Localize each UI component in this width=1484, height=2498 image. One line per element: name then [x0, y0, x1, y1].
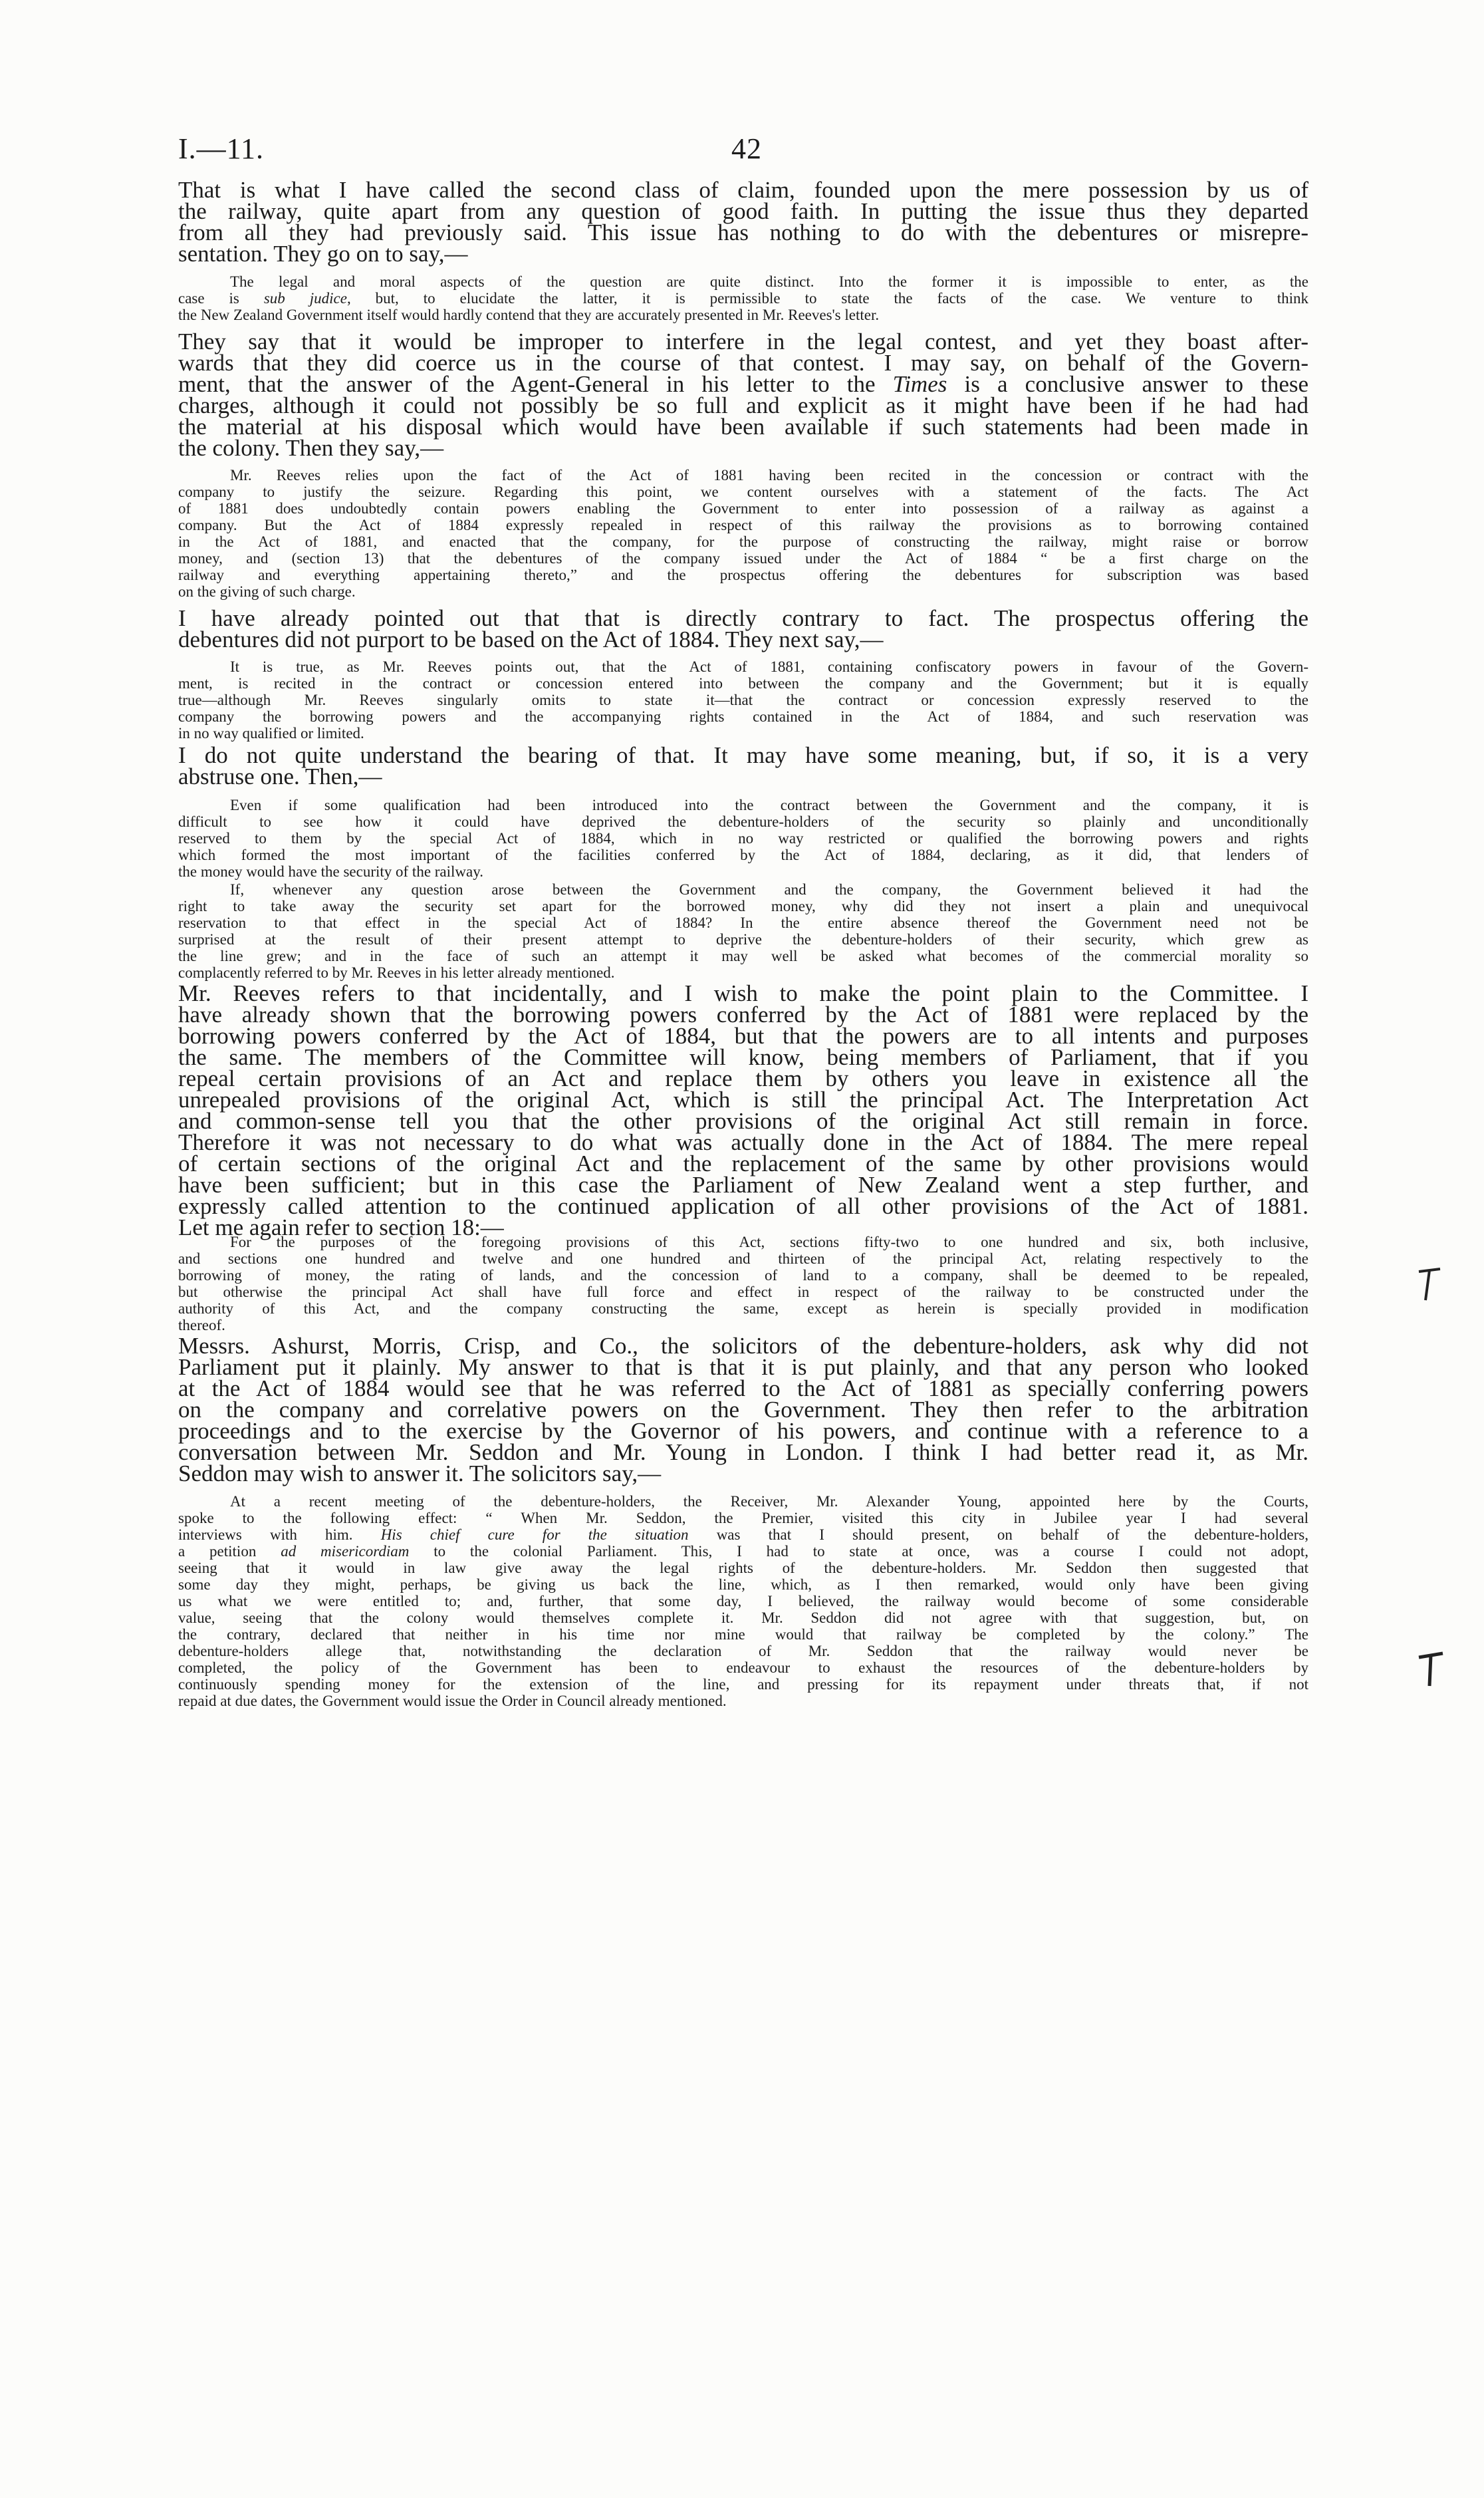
text-line: in no way qualified or limited. [178, 725, 364, 742]
quote-5 [178, 1234, 1308, 1333]
quote-4a [178, 797, 1308, 880]
text-line: continuously spending money for the extension of the line, and pressing for its repayment under threats that, if not [178, 1676, 1308, 1693]
text-line: completed, the policy of the Government has been to endeavour to exhaust the resources of the debenture-holders by [178, 1659, 1308, 1676]
text-line: on the giving of such charge. [178, 583, 356, 600]
text-line: of certain sections of the original Act and the replacement of the same by other provisions would [178, 1151, 1308, 1177]
quote-1 [178, 273, 1308, 323]
paragraph-4 [178, 742, 1308, 789]
text-line: reservation to that effect in the special Act of 1884? In the entire absence thereof the Government need not be [178, 914, 1308, 931]
paragraph-3 [178, 605, 1308, 652]
text-line: proceedings and to the exercise by the Governor of his powers, and continue with a reference to a [178, 1418, 1308, 1444]
text-line: It is true, as Mr. Reeves points out, that the Act of 1881, containing confiscatory powers in favour of the Govern- [230, 658, 1308, 675]
text-line: Parliament put it plainly. My answer to that is that it is put plainly, and that any person who looked [178, 1354, 1308, 1380]
text-line: Seddon may wish to answer it. The solicitors say,— [178, 1460, 662, 1486]
text-line: Therefore it was not necessary to do what was actually done in the Act of 1884. The mere repeal [178, 1129, 1308, 1155]
text-line: ment, is recited in the contract or concession entered into between the company and the Government; but it is equally [178, 675, 1308, 692]
text-line: repeal certain provisions of an Act and replace them by others you leave in existence all the [178, 1065, 1308, 1091]
text-line: difficult to see how it could have deprived the debenture-holders of the security so plainly and unconditionally [178, 813, 1308, 830]
text-line: debenture-holders allege that, notwithstanding the declaration of Mr. Seddon that the railway would never be [178, 1643, 1308, 1659]
text-line: complacently referred to by Mr. Reeves in his letter already mentioned. [178, 964, 615, 981]
text-line: repaid at due dates, the Government would issue the Order in Council already mentioned. [178, 1693, 727, 1709]
text-line: spoke to the following effect: “ When Mr. Seddon, the Premier, visited this city in Jubilee year I had several [178, 1510, 1308, 1526]
text-line: At a recent meeting of the debenture-holders, the Receiver, Mr. Alexander Young, appointed here by the Courts, [230, 1493, 1308, 1510]
text-line: company to justify the seizure. Regarding this point, we content ourselves with a statement of the facts. The Act [178, 484, 1308, 500]
text-line: surprised at the result of their present attempt to deprive the debenture-holders of their security, which grew as [178, 931, 1308, 948]
text-line: money, and (section 13) that the debentures of the company issued under the Act of 1884 “ be a first charge on the [178, 550, 1308, 567]
text-line: the colony. Then they say,— [178, 435, 444, 461]
text-line: have already shown that the borrowing powers conferred by the Act of 1881 were replaced by the [178, 1002, 1308, 1028]
text-line: the line grew; and in the face of such an attempt it may well be asked what becomes of the commercial morality so [178, 948, 1308, 964]
text-line: right to take away the security set apart for the borrowed money, why did they not insert a plain and unequivocal [178, 898, 1308, 914]
margin-mark-icon [1416, 1649, 1445, 1689]
text-line: Mr. Reeves relies upon the fact of the Act of 1881 having been recited in the concession or contract with the [230, 467, 1308, 484]
text-line: of 1881 does undoubtedly contain powers enabling the Government to enter into possession of a railway as against a [178, 500, 1308, 517]
page-number: 42 [731, 132, 762, 165]
paragraph-6 [178, 1335, 1308, 1484]
text-line: and common-sense tell you that the other provisions of the original Act still remain in force. [178, 1108, 1308, 1134]
text-line: the railway, quite apart from any question of good faith. In putting the issue thus they departed [178, 198, 1308, 224]
text-line: unrepealed provisions of the original Act, which is still the principal Act. The Interpretation Act [178, 1087, 1308, 1113]
text-line: true—although Mr. Reeves singularly omits to state it—that the contract or concession expressly reserved to the [178, 692, 1308, 708]
quote-6 [178, 1493, 1308, 1709]
text-line: case is sub judice, but, to elucidate the latter, it is permissible to state the facts of the case. We venture to think [178, 290, 1309, 307]
text-line: Mr. Reeves refers to that incidentally, and I wish to make the point plain to the Committee. I [178, 980, 1308, 1006]
text-line: on the company and correlative powers on the Government. They then refer to the arbitration [178, 1397, 1308, 1423]
text-line: I have already pointed out that that is directly contrary to fact. The prospectus offering the [178, 605, 1308, 631]
text-line: company the borrowing powers and the accompanying rights contained in the Act of 1884, and such reservation was [178, 708, 1308, 725]
text-line: value, seeing that the colony would themselves complete it. Mr. Seddon did not agree with that suggestion, but, on [178, 1609, 1308, 1626]
text-line: debentures did not purport to be based on the Act of 1884. They next say,— [178, 626, 884, 652]
paragraph-5 [178, 980, 1308, 1240]
margin-mark-icon [1416, 1264, 1443, 1304]
text-line: us what we were entitled to; and, further, that some day, I believed, the railway would become of some considerable [178, 1593, 1308, 1609]
text-line: wards that they did coerce us in the course of that contest. I may say, on behalf of the Govern- [178, 350, 1308, 376]
quote-2 [178, 467, 1308, 600]
paragraph-1 [178, 177, 1308, 267]
text-line: railway and everything appertaining thereto,” and the prospectus offering the debentures for subscription was based [178, 567, 1308, 583]
text-line: For the purposes of the foregoing provisions of this Act, sections fifty-two to one hundred and six, both inclusive, [230, 1234, 1308, 1250]
text-line: borrowing powers conferred by the Act of 1884, but that the powers are to all intents and purposes [178, 1023, 1308, 1049]
text-line: thereof. [178, 1317, 225, 1333]
text-line: have been sufficient; but in this case the Parliament of New Zealand went a step further, and [178, 1172, 1308, 1198]
text-line: the contrary, declared that neither in his time nor mine would that railway be completed by the colony.” The [178, 1626, 1308, 1643]
text-line: seeing that it would in law give away the legal rights of the debenture-holders. Mr. Seddon then suggested that [178, 1560, 1308, 1576]
text-line: interviews with him. His chief cure for the situation was that I should present, on behalf of the debenture-holders, [178, 1526, 1308, 1543]
text-line: company. But the Act of 1884 expressly repealed in respect of this railway the provisions as to borrowing contained [178, 517, 1308, 533]
text-line: the material at his disposal which would have been available if such statements had been made in [178, 414, 1308, 440]
text-line: Messrs. Ashurst, Morris, Crisp, and Co., the solicitors of the debenture-holders, ask why did not [178, 1333, 1308, 1359]
text-line: the money would have the security of the railway. [178, 863, 484, 880]
text-line: the New Zealand Government itself would hardly contend that they are accurately presented in Mr. Reeves's letter. [178, 307, 880, 323]
text-line: some day they might, perhaps, be giving us back the line, which, as I then remarked, would only have been giving [178, 1576, 1308, 1593]
quote-3 [178, 658, 1308, 742]
text-line: abstruse one. Then,— [178, 763, 382, 789]
text-line: reserved to them by the special Act of 1884, which in no way restricted or qualified the borrowing powers and rights [178, 830, 1308, 847]
page-reference: I.—11. [178, 132, 265, 165]
paragraph-2 [178, 331, 1308, 459]
text-line: The legal and moral aspects of the question are quite distinct. Into the former it is impossible to enter, as the [230, 273, 1308, 290]
text-line: from all they had previously said. This issue has nothing to do with the debentures or misrepre- [178, 219, 1308, 245]
text-line: a petition ad misericordiam to the colonial Parliament. This, I had to state at once, was a course I could not adopt, [178, 1543, 1308, 1560]
text-line: Let me again refer to section 18:— [178, 1214, 504, 1240]
text-line: but otherwise the principal Act shall have full force and effect in respect of the railway to be constructed under the [178, 1284, 1308, 1300]
text-line: which formed the most important of the facilities conferred by the Act of 1884, declaring, as it did, that lenders of [178, 847, 1308, 863]
text-line: expressly called attention to the continued application of all other provisions of the Act of 1881. [178, 1193, 1308, 1219]
text-line: I do not quite understand the bearing of that. It may have some meaning, but, if so, it is a very [178, 742, 1308, 768]
text-line: authority of this Act, and the company constructing the same, except as herein is specially provided in modification [178, 1300, 1308, 1317]
text-line: and sections one hundred and twelve and one hundred and thirteen of the principal Act, relating respectively to the [178, 1250, 1308, 1267]
text-line: sentation. They go on to say,— [178, 241, 468, 267]
text-line: at the Act of 1884 would see that he was referred to the Act of 1881 as specially conferring powers [178, 1375, 1308, 1401]
text-line: borrowing of money, the rating of lands, and the concession of land to a company, shall be deemed to be repealed, [178, 1267, 1308, 1284]
text-line: Even if some qualification had been introduced into the contract between the Government and the company, it is [230, 797, 1308, 813]
text-line: the same. The members of the Committee will know, being members of Parliament, that if you [178, 1044, 1308, 1070]
quote-4b [178, 881, 1308, 981]
text-line: charges, although it could not possibly be so full and explicit as it might have been if he had had [178, 392, 1308, 418]
text-line: in the Act of 1881, and enacted that the company, for the purpose of constructing the railway, might raise or borrow [178, 533, 1308, 550]
text-line: If, whenever any question arose between the Government and the company, the Government believed it had the [230, 881, 1308, 898]
text-line: conversation between Mr. Seddon and Mr. Young in London. I think I had better read it, as Mr. [178, 1439, 1308, 1465]
text-line: That is what I have called the second class of claim, founded upon the mere possession by us of [178, 177, 1308, 203]
text-line: ment, that the answer of the Agent-General in his letter to the Times is a conclusive answer to these [178, 371, 1309, 397]
text-line: They say that it would be improper to interfere in the legal contest, and yet they boast after- [178, 329, 1308, 354]
